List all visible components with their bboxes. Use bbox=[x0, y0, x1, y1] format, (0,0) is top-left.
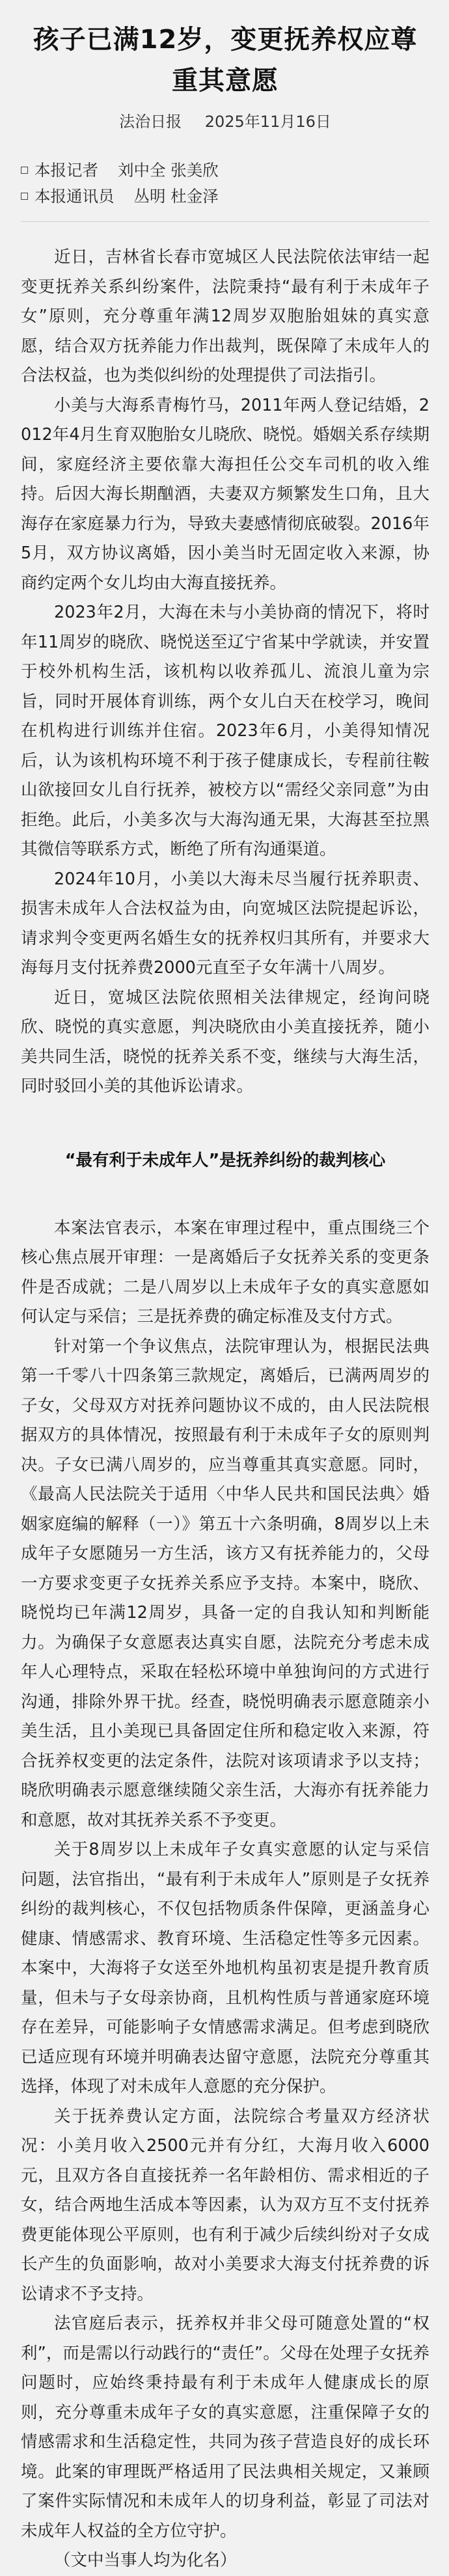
body-paragraph: 近日，吉林省长春市宽城区人民法院依法审结一起变更抚养关系纠纷案件，法院秉持“最有利于未成年子女”原则，充分尊重年满12周岁双胞胎姐妹的真实意愿，结合双方抚养能力作出裁判，既保障了未成年人的合法权益，也为类似纠纷的处理提供了司法指引。 bbox=[21, 247, 429, 385]
square-bullet-icon bbox=[21, 167, 28, 174]
article-meta bbox=[21, 111, 429, 133]
byline-role: 本报通讯员 bbox=[34, 187, 115, 206]
analysis-section bbox=[21, 1214, 429, 2576]
body-paragraph: 关于8周岁以上未成年子女真实意愿的认定与采信问题，法官指出，“最有利于未成年人”原则是子女抚养纠纷的裁判核心，不仅包括物质条件保障，更涵盖身心健康、情感需求、教育环境、生活稳定性等多元因素。本案中，大海将子女送至外地机构虽初衷是提升教育质量，但未与子女母亲协商，且机构性质与普通家庭环境存在差异，可能影响子女情感需求满足。但考虑到晓欣已适应现有环境并明确表达留守意愿，法院充分尊重其选择，体现了对未成年人意愿的充分保护。 bbox=[21, 1840, 429, 2096]
body-paragraph: 法官庭后表示，抚养权并非父母可随意处置的“权利”，而是需以行动践行的“责任”。父母在处理子女抚养问题时，应始终秉持最有利于未成年人健康成长的原则，充分尊重未成年子女的真实意愿，注重保障子女的情感需求和生活稳定性，共同为孩子营造良好的成长环境。此案的审理既严格适用了民法典相关规定，又兼顾了案件实际情况和未成年人的切身利益，彰显了司法对未成年人权益的全方位守护。 bbox=[21, 2314, 429, 2541]
body-paragraph: 近日，宽城区法院依照相关法律规定，经询问晓欣、晓悦的真实意愿，判决晓欣由小美直接抚养，随小美共同生活，晓悦的抚养关系不变，继续与大海生活，同时驳回小美的其他诉讼请求。 bbox=[21, 987, 429, 1096]
article-date: 2025年11月16日 bbox=[204, 113, 331, 131]
closing-note: （文中当事人均为化名） bbox=[54, 2551, 237, 2570]
byline-names: 丛明 杜金泽 bbox=[133, 187, 219, 206]
bylines bbox=[21, 158, 429, 210]
byline-reporter bbox=[21, 158, 429, 184]
article-source: 法治日报 bbox=[119, 113, 182, 131]
byline-names: 刘中全 张美欣 bbox=[118, 161, 219, 180]
square-bullet-icon bbox=[21, 193, 28, 200]
body-paragraph: 关于抚养费认定方面，法院综合考量双方经济状况：小美月收入2500元并有分红，大海月收入6000元，且双方各自直接抚养一名年龄相仿、需求相近的子女，结合两地生活成本等因素，认为双方互不支付抚养费更能体现公平原则，也有利于减少后续纠纷对子女成长产生的负面影响，故对小美要求大海支付抚养费的诉讼请求不予支持。 bbox=[21, 2106, 429, 2304]
intro-section bbox=[21, 243, 429, 1102]
byline-role: 本报记者 bbox=[34, 161, 98, 180]
body-paragraph: 针对第一个争议焦点，法院审理认为，根据民法典第一千零八十四条第三款规定，离婚后，已满两周岁的子女，父母双方对抚养问题协议不成的，由人民法院根据双方的具体情况，按照最有利于未成年子女的原则判决。子女已满八周岁的，应当尊重其真实意愿。同时，《最高人民法院关于适用〈中华人民共和国民法典〉婚姻家庭编的解释（一）》第五十六条明确，8周岁以上未成年子女愿随另一方生活，该方又有抚养能力的，父母一方要求变更子女抚养关系应予支持。本案中，晓欣、晓悦均已年满12周岁，具备一定的自我认知和判断能力。为确保子女意愿表达真实自愿，法院充分考虑未成年人心理特点，采取在轻松环境中单独询问的方式进行沟通，排除外界干扰。经查，晓悦明确表示愿意随亲小美生活，且小美现已具备固定住所和稳定收入来源，符合抚养权变更的法定条件，法院对该项请求予以支持；晓欣明确表示愿意继续随父亲生活，大海亦有抚养能力和意愿，故对其抚养关系不予变更。 bbox=[21, 1336, 429, 1830]
section-subheading: “最有利于未成年人”是抚养纠纷的裁判核心 bbox=[64, 1150, 386, 1170]
body-paragraph: 2024年10月，小美以大海未尽当履行抚养职责、损害未成年人合法权益为由，向宽城区法院提起诉讼，请求判令变更两名婚生女的抚养权归其所有，并要求大海每月支付抚养费2000元直至子女年满十八周岁。 bbox=[21, 869, 429, 978]
body-paragraph: 本案法官表示，本案在审理过程中，重点围绕三个核心焦点展开审理：一是离婚后子女抚养关系的变更条件是否成就；二是八周岁以上未成年子女的真实意愿如何认定与采信；三是抚养费的确定标准及支付方式。 bbox=[21, 1218, 429, 1326]
body-paragraph: 小美与大海系青梅竹马，2011年两人登记结婚，2012年4月生育双胞胎女儿晓欣、晓悦。婚姻关系存续期间，家庭经济主要依靠大海担任公交车司机的收入维持。后因大海长期酗酒，夫妻双方频繁发生口角，且大海存在家庭暴力行为，导致夫妻感情彻底破裂。2016年5月，双方协议离婚，因小美当时无固定收入来源，协商约定两个女儿均由大海直接抚养。 bbox=[21, 395, 429, 593]
byline-correspondent bbox=[21, 184, 429, 210]
body-paragraph: 2023年2月，大海在未与小美协商的情况下，将时年11周岁的晓欣、晓悦送至辽宁省某中学就读，并安置于校外机构生活，该机构以收养孤儿、流浪儿童为宗旨，同时开展体育训练，两个女儿白天在校学习，晚间在机构进行训练并住宿。2023年6月，小美得知情况后，认为该机构环境不利于孩子健康成长，专程前往鞍山欲接回女儿自行抚养，被校方以“需经父亲同意”为由拒绝。此后，小美多次与大海沟通无果，大海甚至拉黑其微信等联系方式，断绝了所有沟通渠道。 bbox=[21, 603, 429, 859]
header-divider bbox=[21, 221, 429, 222]
article-title: 孩子已满12岁，变更抚养权应尊重其意愿 bbox=[33, 25, 418, 96]
